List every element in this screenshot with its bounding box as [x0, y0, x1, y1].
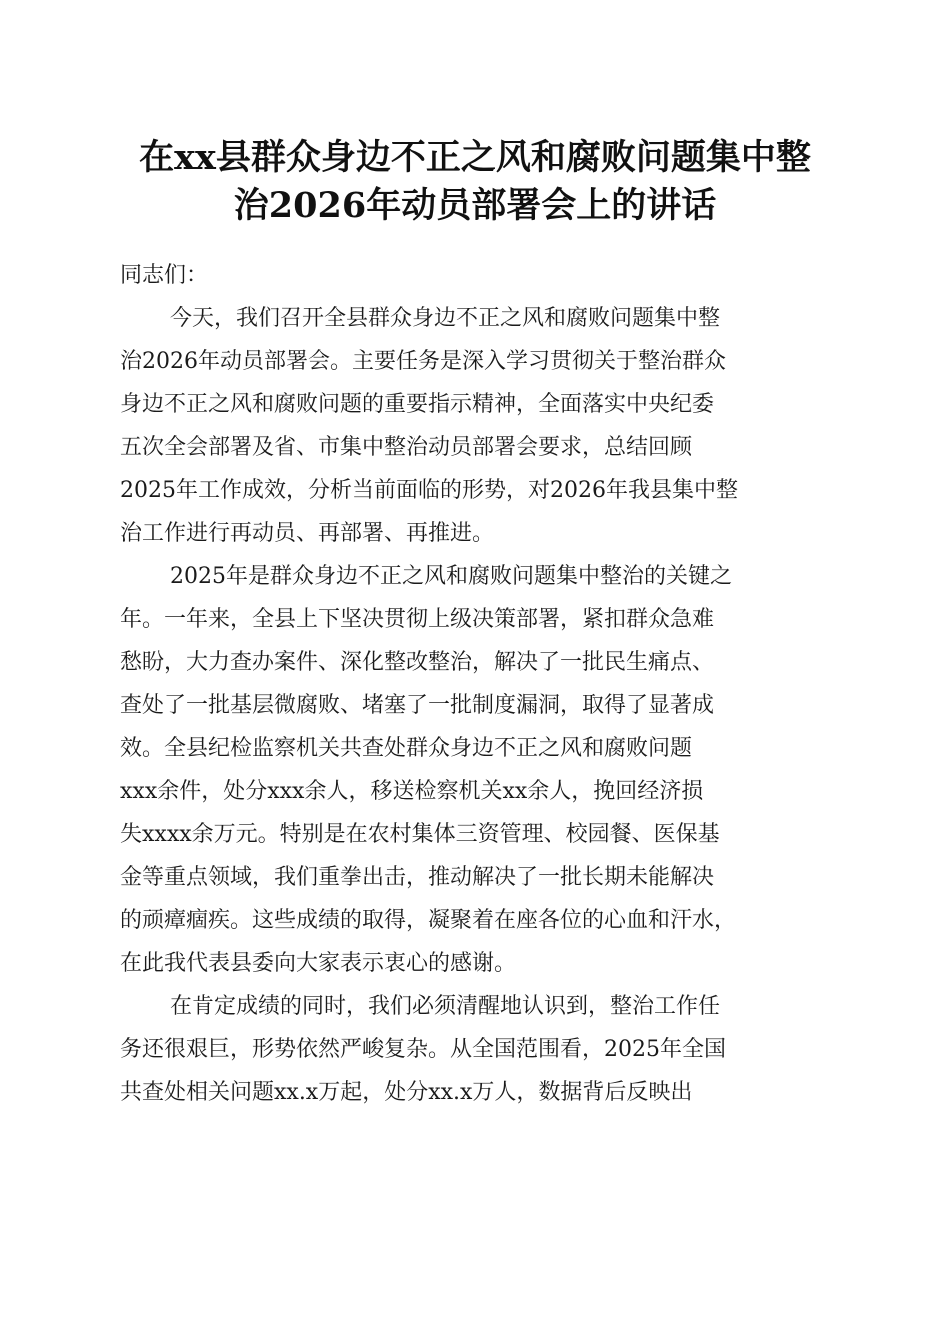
title-line-2: 治2026年动员部署会上的讲话: [233, 185, 717, 226]
paragraph-2: [120, 555, 830, 985]
paragraph-3: [120, 985, 830, 1114]
paragraph-line: 查处了一批基层微腐败、堵塞了一批制度漏洞，取得了显著成: [120, 693, 715, 718]
paragraph-line: 在此我代表县委向大家表示衷心的感谢。: [120, 951, 517, 976]
paragraph-line: xxx余件，处分xxx余人，移送检察机关xx余人，挽回经济损: [120, 779, 704, 804]
paragraph-1: [120, 297, 830, 555]
document-body: [120, 254, 830, 1114]
paragraph-line: 失xxxx余万元。特别是在农村集体三资管理、校园餐、医保基: [120, 822, 720, 847]
document-title: [100, 134, 850, 230]
paragraph-line: 五次全会部署及省、市集中整治动员部署会要求，总结回顾: [120, 435, 693, 460]
paragraph-line: 治工作进行再动员、再部署、再推进。: [120, 521, 495, 546]
paragraph-line: 治2026年动员部署会。主要任务是深入学习贯彻关于整治群众: [120, 349, 726, 374]
paragraph-line: 共查处相关问题xx.x万起，处分xx.x万人，数据背后反映出: [120, 1080, 693, 1105]
paragraph-line: 2025年工作成效，分析当前面临的形势，对2026年我县集中整: [120, 478, 738, 503]
paragraph-line: 身边不正之风和腐败问题的重要指示精神，全面落实中央纪委: [120, 392, 715, 417]
paragraph-line: 2025年是群众身边不正之风和腐败问题集中整治的关键之: [170, 564, 732, 589]
paragraph-line: 年。一年来，全县上下坚决贯彻上级决策部署，紧扣群众急难: [120, 607, 715, 632]
paragraph-line: 务还很艰巨，形势依然严峻复杂。从全国范围看，2025年全国: [120, 1037, 726, 1062]
paragraph-line: 效。全县纪检监察机关共查处群众身边不正之风和腐败问题: [120, 736, 693, 761]
paragraph-line: 今天，我们召开全县群众身边不正之风和腐败问题集中整: [170, 306, 721, 331]
paragraph-line: 的顽瘴痼疾。这些成绩的取得，凝聚着在座各位的心血和汗水，: [120, 908, 737, 933]
paragraph-line: 金等重点领域，我们重拳出击，推动解决了一批长期未能解决: [120, 865, 715, 890]
title-line-1: 在xx县群众身边不正之风和腐败问题集中整: [139, 137, 811, 178]
paragraph-line: 愁盼，大力查办案件、深化整改整治，解决了一批民生痛点、: [120, 650, 715, 675]
salutation: 同志们：: [120, 263, 209, 288]
paragraph-line: 在肯定成绩的同时，我们必须清醒地认识到，整治工作任: [170, 994, 721, 1019]
